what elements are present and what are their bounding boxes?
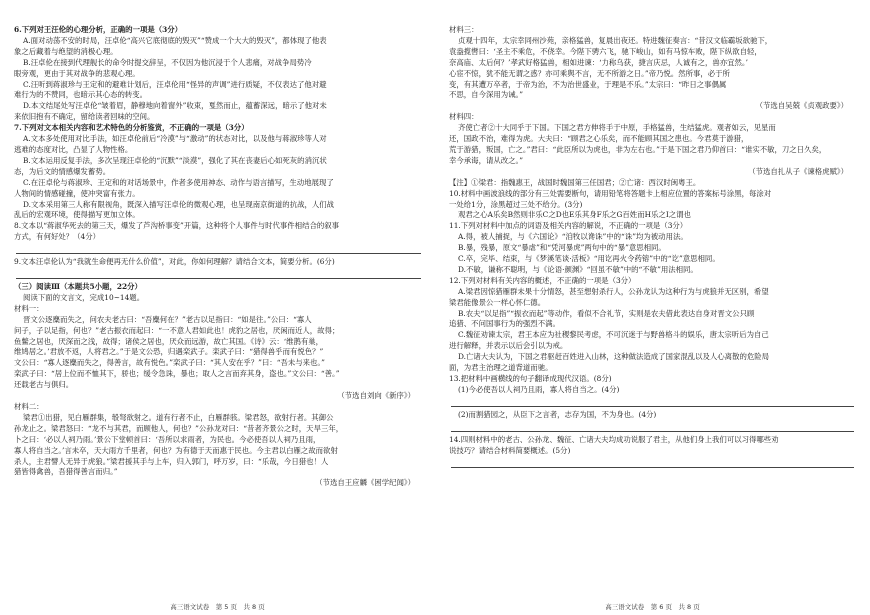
text-line: 变，有其遭万卒者，于帝为治，不为治世盛业，于理是不乐。”太宗曰：“昨日之事偶属: [449, 79, 727, 89]
text-line: B.暴，残暴，原文“暴虐”和“凭河暴虎”两句中的“暴”意思相同。: [458, 243, 666, 253]
text-line: 荒于游猎，叛国，亡之。”君曰：“此臣所以为虎也，非为左右也。”于是下国之君乃仰首曰：“谁实不敏，刀之日久矣，: [449, 144, 827, 154]
text-line: 12.下列对材料有关内容的概述，不正确的一项是（3分）: [449, 275, 636, 285]
text-line: 鱼鳖之居也，厌深而之浅，故得；诸侯之居也，厌众而远游，故亡其国。《诗》云：‘维鹊有巢，: [14, 336, 324, 346]
text-line: 维鸠居之。’君放不返，人将君之。”于是文公恐，归遇栾武子。栾武子曰：“猎得兽乎而有悦色？”: [14, 347, 324, 357]
text-line: 材料四：: [449, 112, 479, 122]
text-line: 眼旁观，更由于其对战争的悲观心理。: [14, 68, 140, 78]
text-line: 【注】①梁君：指魏惠王，战国时魏国第三任国君；②亡诸：西汉时闽粤王。: [449, 177, 701, 187]
text-line: （节选自王应麟《困学纪闻》）: [315, 478, 415, 488]
text-line: 难行为的不赞同，也暗示其心态的转变。: [14, 90, 148, 100]
text-line: B.文本运用反复手法，多次呈现汪卓伦的“沉默”“淡漠”，强化了其在丧妻后心如死灰的消沉状: [23, 155, 327, 165]
answer-line: [451, 421, 854, 432]
text-line: 进行解释，并表示以后会引以为戒。: [449, 341, 568, 351]
text-line: 梁君①出猎，见白雁群集，彀弩欲射之。道有行者不止，白雁群骇。梁君怒，欲射行者。其御公: [23, 412, 334, 422]
text-line: 14.四则材料中的老古、公孙龙、魏征、亡诸大夫均成功说服了君主，从他们身上我们可以习得哪些劝: [449, 434, 779, 444]
text-line: 观君之心A乐矣B然则非乐C之D也E乐其身F乐之G百姓而H乐之I之谓也: [458, 210, 691, 220]
text-line: 追猎、不问国事行为的强烈不满。: [449, 319, 560, 329]
page-6-content: [449, 25, 856, 471]
text-line: （节选自扎从子《谏格虎赋》）: [748, 166, 848, 176]
text-line: 卜之曰：‘必以人祠乃雨。’景公下堂顿首曰：‘吾所以求雨者，为民也。今必使吾以人祠乃且雨，: [14, 434, 321, 444]
answer-line: [16, 243, 421, 254]
text-line: 寡人将自当之。’言未卒，天大雨方千里者，何也？为有德于天而惠于民也。今主君以白雁之故而欲射: [14, 445, 338, 455]
text-line: 问子，子以足指，何也？”老古振衣而起曰：“一不意人君如此也！虎豹之居也，厌闲而近人，故得；: [14, 325, 340, 335]
text-line: 7.下列对文本相关内容和艺术特色的分析鉴赏，不正确的一项是（3分）: [14, 123, 249, 133]
text-line: D.文本采用第三人称有限视角，既深入描写汪卓伦的微观心理，也呈现南京街道的抗战，人们战: [23, 199, 335, 209]
text-line: 来依旧抱有不确定，留给读者回味的空间。: [14, 112, 155, 122]
text-line: 6.下列对王汪伦的心理分析，正确的一项是（3分）: [14, 25, 183, 34]
text-line: 栾武子曰：“居上位而不恤其下，骄也；缓令急诛，暴也；取人之言而弃其身，盗也。”文公曰：“善。”: [14, 369, 340, 379]
text-line: A.得，被人捕捉，与《六国论》“洎牧以谗诛”中的“诛”均为被动用法。: [458, 232, 688, 242]
text-line: 逃难的态度对比，凸显了人物性格。: [14, 144, 133, 154]
text-line: C.魏征劝谏太宗，君王本应为社稷黎民考虑，不可沉迷于与野兽格斗的娱乐，唐太宗听后为自己: [458, 330, 769, 340]
text-line: (2)而割猎园之，从臣下之言者，志存为国，不为身也。(4分): [458, 409, 657, 419]
text-line: 杀人，主君譬人无异于虎狼。”梁君援其手与上车，归入郭门，呼万岁，曰：“乐哉，今日猎也！人: [14, 456, 329, 466]
text-line: B.汪卓伦在接到代理舰长的命令时提交辞呈，不仅因为他沉浸于个人悲痛，对战争局势冷: [23, 57, 312, 67]
answer-line: [451, 396, 854, 407]
text-line: 材料三：: [449, 25, 479, 34]
answer-line: [451, 457, 854, 468]
text-line: （节选自刘向《新序》）: [337, 391, 415, 401]
text-line: 人物间的情感碰撞，使冲突富有张力。: [14, 188, 140, 198]
text-line: B.农夫“以足指”“振衣而起”等动作，看似不合礼节，实则是农夫借此表达自身对晋文公只顾: [458, 308, 755, 318]
text-line: 态，为后文的情感爆发蓄势。: [14, 166, 111, 176]
text-line: A.梁君因惊猎雁群未果十分情怒，甚至想射杀行人，公孙龙认为这种行为与虎狼并无区别，希望: [458, 286, 769, 296]
page-6-footer: 高三语文试卷 第 6 页 共 8 页: [605, 603, 700, 611]
text-line: A.文本多处使用对比手法，如汪卓伦前后“冷漠”与“激动”的状态对比，以及他与蒋淑珍等人对: [23, 134, 327, 144]
text-line: 心宦不惊，犹不能无谓之惑？亦可乘舆不言，无不所游之日。”帝乃悦。然所事，必于所: [449, 68, 730, 78]
page-5-footer: 高三语文试卷 第 5 页 共 8 页: [170, 603, 265, 611]
text-line: 晋文公逐麋而失之，问农夫老古曰：“吾麋何在？”老古以足指曰：“如是往。”公曰：“寡人: [23, 314, 312, 324]
text-line: C.汪听到蒋淑珍与王定和的避难计划后，汪卓伦用“怪异的声调”进行质疑，不仅表达了他对避: [23, 79, 327, 89]
text-line: 奈高庙、太后何？’孝武好格猛兽，相如进谏：‘力称乌获，捷言庆忌，人诚有之，兽亦宜然。’: [449, 57, 748, 67]
text-line: 不思，自今深用为诫。”: [449, 90, 523, 100]
text-line: 梁君能像景公一样心怀仁德。: [449, 297, 546, 307]
text-line: 11.下列对材料中加点的词语及相关内容的解说，不正确的一项是（3分）: [449, 221, 688, 231]
text-line: 材料一：: [14, 303, 44, 313]
page-5-content: [14, 25, 423, 489]
text-line: （三）阅读Ⅲ（本题共5小题，22分）: [14, 282, 142, 292]
text-line: 还载老古与俱归。: [14, 380, 74, 390]
text-line: A.面对动荡不安的时局，汪卓伦“高兴它底彻底的毁灭”“赞成一个大大的毁灭”，都体现了他表: [23, 35, 327, 45]
text-line: 乱后的宏观环境，使得描写更加立体。: [14, 210, 140, 220]
answer-line: [16, 268, 421, 279]
text-line: 10.材料中画波浪线的部分有三处需要断句，请用铅笔将答题卡上相应位置的答案标号涂黑，每涂对: [449, 188, 772, 198]
text-line: 13.把材料中画横线的句子翻译成现代汉语。(8分): [449, 374, 612, 383]
text-line: 面，为君主治理之道背道而驰。: [449, 363, 553, 373]
text-line: 象之后藏着与绝望的消极心理。: [14, 46, 118, 56]
text-line: 一处给1分，涂黑超过三处不给分。(3分): [449, 199, 583, 209]
text-line: 8.文本以“蒋淑华死去的第三天，爆发了芦沟桥事变”开篇，这种将个人事件与时代事件相结合的叙事: [14, 221, 340, 231]
text-line: C.卒，完毕、结束，与《梦溪笔谈·活板》“用讫再火令药镕”中的“讫”意思相同。: [458, 254, 720, 264]
text-line: 说技巧？请结合材料简要概述。(5分): [449, 445, 571, 455]
text-line: 猎皆得禽兽，吾猎得善言而归。”: [14, 467, 118, 477]
exam-page-6: [435, 0, 870, 615]
text-line: 袁盎揽辔曰：‘圣主不乘危，不侥幸。今陛下骋六飞，驰下峻山，如有马惊车败，陛下纵欲自轻，: [449, 46, 762, 56]
text-line: 还，国政不治，难得为虎。大夫曰：“顾君之心乐矣，而不能顾其国之患也。今君莫于游猎，: [449, 134, 749, 144]
text-line: C.在汪卓伦与蒋淑珍、王定和的对话场景中，作者多使用神态、动作与语言描写，生动地展现了: [23, 177, 334, 187]
text-line: 文公曰：“寡人逐麋而失之，得善言，故有悦色。”栾武子曰：“其人安在乎？”曰：“吾未与来也。”: [14, 358, 325, 368]
text-line: 材料二：: [14, 402, 44, 411]
text-line: 方式，有何好处？（4分）: [14, 232, 101, 242]
text-line: 幸今承诲，请从改之。”: [449, 155, 523, 165]
text-line: 阅读下面的文言文，完成10~14题。: [23, 292, 145, 302]
text-line: 贞观十四年，太宗幸同州沙苑，亲格猛兽，复晨出夜还。特进魏征奏言：“昔汉文临霸坂欲驰下，: [458, 35, 773, 45]
text-line: 9.文本汪卓伦认为“我就生命便再无什么价值”，对此，你如何理解？请结合文本，简要分析。(6分): [14, 257, 335, 267]
text-line: D.不敏，谦称不聪明，与《论语·颜渊》“回虽不敏”中的“不敏”用法相同。: [458, 264, 698, 274]
text-line: 齐使亡者②十大同乎于下国。下国之君方伸将手于中原，手格猛兽，生结猛虎。观者如云，见星而: [458, 123, 776, 133]
text-line: 孙龙止之。梁君怒曰：“龙不与其君，而顾他人，何也？”公孙龙对曰：“昔者齐景公之时，天旱三年，: [14, 423, 344, 433]
text-line: （节选自吴兢《贞观政要》）: [755, 101, 848, 111]
text-line: D.亡诸大夫认为，下国之君驱赶百姓进入山林，这种做法造成了国家混乱以及人心离散的危险局: [458, 352, 770, 362]
text-line: (1)今必使吾以人祠乃且雨，寡人将自当之。(4分): [458, 384, 620, 394]
text-line: D.本文结尾处写汪卓伦“皱着眉，静穆地向着窗外”收束，戛然而止，蕴蓄深远，暗示了他对未: [23, 101, 327, 111]
